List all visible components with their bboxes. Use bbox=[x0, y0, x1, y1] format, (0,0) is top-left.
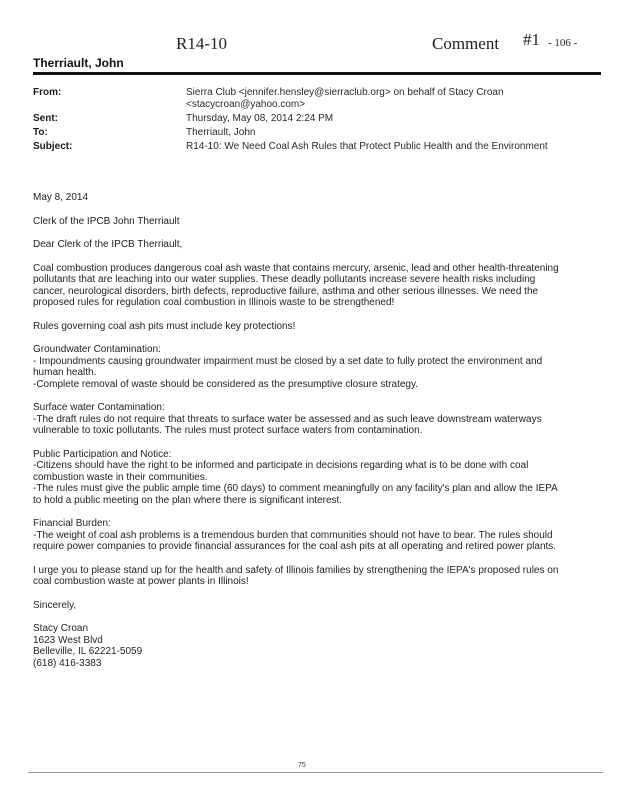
letter-recipient: Clerk of the IPCB John Therriault bbox=[33, 215, 180, 227]
signature-street: 1623 West Blvd bbox=[33, 634, 103, 646]
footer-divider bbox=[28, 772, 603, 773]
signature-name: Stacy Croan bbox=[33, 623, 89, 634]
subject-label: Subject: bbox=[33, 141, 73, 152]
closing-line: coal combustion waste at power plants in Illinois! bbox=[33, 576, 249, 587]
section-heading: Surface water Contamination: bbox=[33, 402, 165, 413]
header-divider bbox=[33, 72, 601, 75]
subject-value: R14-10: We Need Coal Ash Rules that Protect Public Health and the Environment bbox=[186, 141, 548, 152]
signature-phone: (618) 416-3383 bbox=[33, 657, 102, 669]
closing-line: I urge you to please stand up for the health and safety of Illinois families by strengthening the IEPA's proposed rules on bbox=[33, 564, 559, 576]
footer-page-number: 75 bbox=[298, 762, 306, 769]
section-heading: Financial Burden: bbox=[33, 518, 111, 529]
rules-intro: Rules governing coal ash pits must include key protections! bbox=[33, 320, 296, 332]
letter-date: May 8, 2014 bbox=[33, 192, 89, 203]
section-line: -Citizens should have the right to be informed and participate in decisions regarding what is to be done with coal bbox=[33, 460, 529, 471]
letter-salutation: Dear Clerk of the IPCB Therriault, bbox=[33, 239, 183, 250]
section-surface-water bbox=[33, 402, 588, 437]
section-line: - Impoundments causing groundwater impairment must be closed by a set date to fully protect the environment and bbox=[33, 355, 543, 367]
section-heading: Groundwater Contamination: bbox=[33, 344, 161, 355]
section-financial-burden bbox=[33, 518, 588, 553]
section-line: -The draft rules do not require that threats to surface water be assessed and as such leave downstream waterways bbox=[33, 413, 542, 425]
intro-paragraph bbox=[33, 263, 588, 309]
from-value bbox=[186, 87, 586, 111]
sent-label: Sent: bbox=[33, 113, 58, 124]
closing-paragraph bbox=[33, 565, 588, 588]
sent-value: Thursday, May 08, 2014 2:24 PM bbox=[186, 113, 334, 124]
from-label: From: bbox=[33, 87, 62, 98]
signature-block bbox=[33, 623, 588, 669]
signature-city: Belleville, IL 62221-5059 bbox=[33, 646, 143, 657]
intro-line: cancer, neurological disorders, birth defects, reproductive failure, asthma and other serious illnesses. We need the bbox=[33, 285, 539, 297]
mailbox-owner: Therriault, John bbox=[33, 56, 124, 70]
section-line: -Complete removal of waste should be considered as the presumptive closure strategy. bbox=[33, 378, 419, 390]
docket-number-stamp: R14-10 bbox=[176, 34, 227, 53]
section-groundwater bbox=[33, 344, 588, 390]
section-line: combustion waste in their communities. bbox=[33, 471, 208, 483]
intro-line: pollutants that are leaching into our water supplies. These deadly pollutants increase severe health risks including bbox=[33, 274, 536, 285]
from-line-1: Sierra Club <jennifer.hensley@sierraclub.org> on behalf of Stacy Croan bbox=[186, 87, 504, 98]
section-line: -The weight of coal ash problems is a tremendous burden that communities should not have to bear. The rules should bbox=[33, 529, 553, 541]
section-line: -The rules must give the public ample time (60 days) to comment meaningfully on any facility's plan and allow the IEPA bbox=[33, 483, 558, 494]
section-line: vulnerable to toxic pollutants. The rules must protect surface waters from contamination. bbox=[33, 425, 423, 436]
to-label: To: bbox=[33, 127, 48, 138]
section-line: require power companies to provide financial assurances for the coal ash pits at all operating and retired power plants. bbox=[33, 541, 557, 552]
page-marker-stamp: - 106 - bbox=[548, 37, 578, 49]
section-public-participation bbox=[33, 449, 588, 507]
from-line-2: <stacycroan@yahoo.com> bbox=[186, 99, 306, 110]
intro-line: Coal combustion produces dangerous coal ash waste that contains mercury, arsenic, lead and other health-threatening bbox=[33, 262, 559, 274]
section-heading: Public Participation and Notice: bbox=[33, 448, 172, 460]
signoff: Sincerely, bbox=[33, 599, 77, 611]
email-body bbox=[33, 192, 588, 681]
section-line: human health. bbox=[33, 367, 97, 378]
comment-label-stamp: Comment bbox=[432, 34, 500, 53]
comment-number-stamp: #1 bbox=[523, 30, 540, 49]
to-value: Therriault, John bbox=[186, 127, 256, 138]
section-line: to hold a public meeting on the plan where there is significant interest. bbox=[33, 494, 343, 506]
intro-line: proposed rules for regulation coal combustion in Illinois waste to be strengthened! bbox=[33, 297, 395, 308]
